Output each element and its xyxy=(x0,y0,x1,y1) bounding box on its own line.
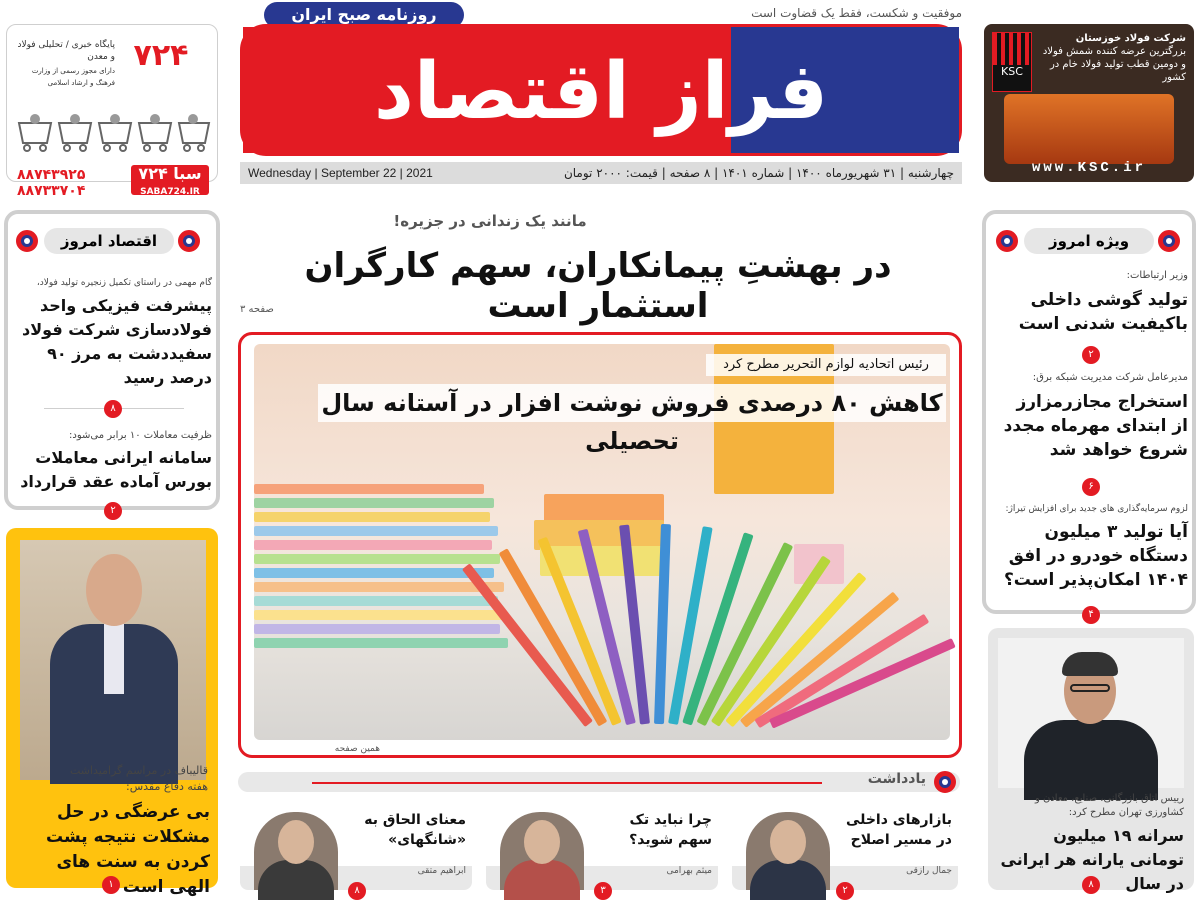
photo-kicker: رئیس اتحادیه لوازم التحریر مطرح کرد xyxy=(706,354,946,376)
page-number-badge: ۶ xyxy=(1082,478,1100,496)
mine-carts-icon xyxy=(15,113,211,153)
page-number-badge: ۸ xyxy=(104,400,122,418)
ksc-name: شرکت فولاد خوزستان xyxy=(1075,33,1186,44)
ring-icon xyxy=(1158,230,1180,252)
masthead-subtitle: روزنامه صبح ایران xyxy=(264,2,464,28)
masthead xyxy=(240,24,962,156)
opinion-title: معنای الحاق به «شانگهای» xyxy=(364,812,466,848)
yellow-feature-box xyxy=(6,528,218,897)
right-item-2-headline[interactable]: استخراج مجازرمزارز از ابتدای مهرماه مجدد شروع خواهد شد xyxy=(1003,392,1188,460)
opinion-card-3[interactable] xyxy=(240,804,472,896)
phone-1: ۸۸۷۴۳۹۲۵ xyxy=(17,167,86,183)
author-photo xyxy=(254,812,338,890)
saba724-tagline-text: پایگاه خبری / تحلیلی فولاد و معدن xyxy=(17,40,115,62)
opinion-title: چرا نباید تک سهم شوید؟ xyxy=(629,812,712,848)
ksc-ad[interactable] xyxy=(984,24,1194,182)
brand-text: سبا ۷۲۴ xyxy=(138,164,202,183)
person-kicker: رییس اتاق بازرگانی، صنایع، معادن و کشاورزی تهران مطرح کرد: xyxy=(1034,793,1184,818)
notebook xyxy=(254,512,490,522)
notebook xyxy=(254,526,498,536)
right-item-2-kicker: مدیرعامل شرکت مدیریت شبکه برق: xyxy=(1032,372,1188,383)
ksc-logo-text: KSC xyxy=(1001,65,1023,78)
notebook xyxy=(254,638,508,648)
right-item-3-kicker: لزوم سرمایه‌گذاری های جدید برای افزایش تیراژ: xyxy=(1005,504,1188,514)
shirt-shape xyxy=(104,624,124,694)
right-box-header xyxy=(996,228,1186,254)
khansari-photo xyxy=(998,638,1184,788)
page-number-badge: ۱ xyxy=(102,876,120,894)
notebook xyxy=(254,610,506,620)
ring-icon xyxy=(16,230,38,252)
ksc-desc: بزرگترین عرضه کننده شمش فولاد و دومین قطب تولید فولاد خام در کشور xyxy=(1042,46,1186,83)
ghalibaf-photo xyxy=(20,540,206,780)
person-headline[interactable]: سرانه ۱۹ میلیون تومانی یارانه هر ایرانی در سال xyxy=(1000,826,1184,893)
phone-2: ۸۸۷۳۳۷۰۴ xyxy=(17,183,86,199)
saba724-desc-text: دارای مجوز رسمی از وزارت فرهنگ و ارشاد اسلامی xyxy=(31,67,115,87)
opinion-title: بازارهای داخلی در مسیر اصلاح xyxy=(845,812,952,848)
main-headline[interactable]: در بهشتِ پیمانکاران، سهم کارگران استثمار است xyxy=(304,246,892,326)
left-news-box xyxy=(4,210,220,516)
notebook xyxy=(254,582,504,592)
photo-headline[interactable]: کاهش ۸۰ درصدی فروش نوشت افزار در آستانه سال تحصیلی xyxy=(318,384,946,422)
left-item-2-headline[interactable]: سامانه ایرانی معاملات بورس آماده عقد قرارداد xyxy=(20,448,212,491)
yellow-headline[interactable]: بی عرضگی در حل مشکلات نتیجه پشت کردن به سنت های الهی است xyxy=(45,802,210,897)
author-photo xyxy=(500,812,584,890)
ksc-ad-text xyxy=(1036,32,1186,84)
left-item-1-headline[interactable]: پیشرفت فیزیکی واحد فولادسازی شرکت فولاد سفیددشت به مرز ۹۰ درصد رسید xyxy=(22,296,212,387)
notebook xyxy=(254,568,494,578)
opinion-card-2[interactable] xyxy=(486,804,718,896)
author-photo xyxy=(746,812,830,890)
ring-icon xyxy=(178,230,200,252)
saba724-logo: ۷۲۴ xyxy=(133,38,189,73)
opinion-red-line xyxy=(312,782,822,784)
ring-icon xyxy=(934,771,956,793)
right-box-header-label: ویژه امروز xyxy=(1024,228,1154,254)
notebook xyxy=(254,554,500,564)
left-item-2-kicker: ظرفیت معاملات ۱۰ برابر می‌شود: xyxy=(69,430,212,441)
yellow-kicker-1: قالیباف در مراسم گرامیداشت xyxy=(69,764,208,777)
page-number-badge: ۲ xyxy=(836,882,854,900)
dateline xyxy=(240,162,962,184)
opinion-author: ابراهیم متقی xyxy=(417,866,466,876)
page-number-badge: ۲ xyxy=(1082,346,1100,364)
glasses-icon xyxy=(1070,684,1110,692)
opinion-author: میثم بهرامی xyxy=(666,866,712,876)
page-number-badge: ۳ xyxy=(594,882,612,900)
saba724-tagline xyxy=(17,39,115,89)
page-number-badge: ۴ xyxy=(1082,606,1100,624)
right-news-box xyxy=(982,210,1196,620)
date-persian: چهارشنبه | ۳۱ شهریورماه ۱۴۰۰ | شماره ۱۴۰۱ | ۸ صفحه | قیمت: ۲۰۰۰ تومان xyxy=(563,166,954,180)
hair-shape xyxy=(1062,652,1118,676)
yellow-kicker-2: هفته دفاع مقدس: xyxy=(125,780,208,793)
opinion-card-1[interactable] xyxy=(732,804,958,896)
right-item-1-headline[interactable]: تولید گوشی داخلی باکیفیت شدنی است xyxy=(1018,290,1188,334)
notebook xyxy=(254,596,498,606)
person-news-box xyxy=(988,628,1194,893)
notebook xyxy=(254,540,492,550)
notebook xyxy=(254,498,494,508)
saba724-ad[interactable] xyxy=(6,24,218,199)
brand-site: SABA724.IR xyxy=(140,187,200,197)
suit-shape xyxy=(1024,720,1158,800)
left-box-header-label: اقتصاد امروز xyxy=(44,228,174,254)
masthead-motto: موفقیت و شکست، فقط یک قضاوت است xyxy=(751,6,962,20)
steel-slab-image xyxy=(1004,94,1174,164)
ring-icon xyxy=(996,230,1018,252)
supertitle: مانند یک زندانی در جزیره! xyxy=(393,212,587,230)
main-page-ref: صفحه ۳ xyxy=(240,304,274,315)
masthead-title: فراز اقتصاد xyxy=(373,47,829,137)
right-item-1-kicker: وزیر ارتباطات: xyxy=(1126,270,1188,281)
right-item-3-headline[interactable]: آیا تولید ۳ میلیون دستگاه خودرو در افق ۱۴۰۴ امکان‌پذیر است؟ xyxy=(1003,522,1188,590)
saba724-brand xyxy=(131,165,209,195)
ksc-url[interactable]: www.KSC.ir xyxy=(1031,160,1146,176)
face-shape xyxy=(86,554,142,626)
saba724-phones xyxy=(17,167,127,199)
page-number-badge: ۸ xyxy=(348,882,366,900)
page-number-badge: ۲ xyxy=(104,502,122,520)
date-english: Wednesday | September 22 | 2021 xyxy=(248,166,433,180)
left-box-header xyxy=(16,228,206,254)
photo-page-ref: همین صفحه xyxy=(334,744,380,754)
opinion-label: یادداشت xyxy=(867,771,926,787)
page-number-badge: ۸ xyxy=(1082,876,1100,894)
notebook xyxy=(254,624,500,634)
ksc-logo-icon xyxy=(992,32,1032,92)
opinion-author: جمال رازقی xyxy=(906,866,952,876)
notebook xyxy=(254,484,484,494)
left-item-1-kicker: گام مهمی در راستای تکمیل زنجیره تولید فولاد، xyxy=(36,278,212,288)
